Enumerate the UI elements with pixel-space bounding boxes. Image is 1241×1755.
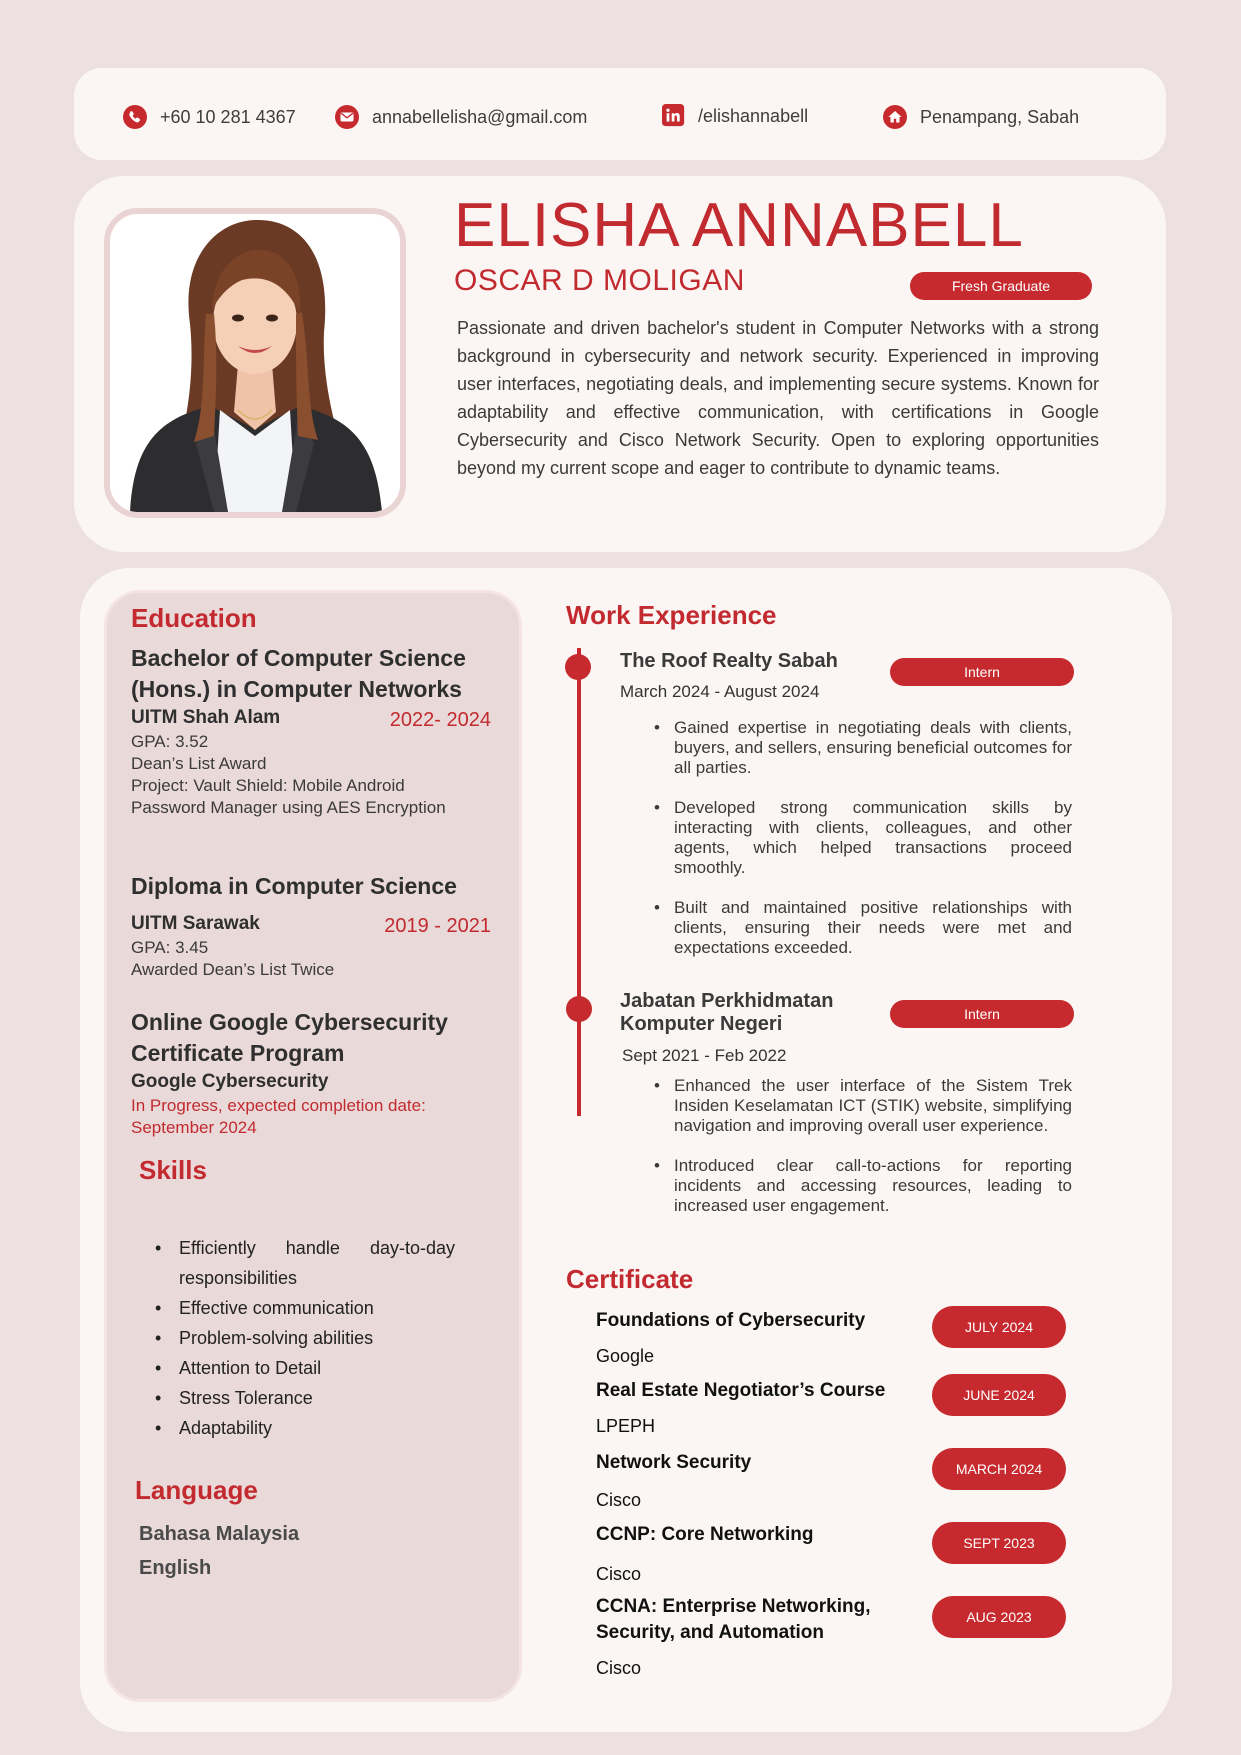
certificate-date: JULY 2024 — [932, 1306, 1066, 1348]
education-school: UITM Sarawak — [131, 913, 260, 934]
education-details: GPA: 3.45 Awarded Dean’s List Twice — [131, 938, 335, 979]
education-title: Education — [131, 603, 257, 633]
profile-card — [74, 176, 1166, 552]
education-school: Google Cybersecurity — [131, 1071, 329, 1092]
certificate-title: Certificate — [566, 1264, 694, 1294]
contact-phone[interactable] — [122, 104, 296, 130]
education-degree: Diploma in Computer Science — [131, 873, 457, 899]
timeline-line — [577, 648, 581, 1116]
certificate-name: Real Estate Negotiator’s Course — [596, 1380, 886, 1401]
education-degree: Online Google Cybersecurity Certificate Program — [131, 1009, 448, 1066]
list-item: • Adaptability — [155, 1413, 455, 1443]
linkedin-text: /elishannabell — [698, 105, 809, 126]
job-company: Jabatan Perkhidmatan Komputer Negeri — [620, 990, 834, 1035]
education-school: UITM Shah Alam — [131, 707, 281, 728]
skills-list — [155, 1233, 455, 1443]
language-title: Language — [135, 1475, 258, 1505]
role-badge: Intern — [890, 1000, 1074, 1028]
job-bullets — [652, 718, 1072, 978]
list-item: • Problem-solving abilities — [155, 1323, 455, 1353]
list-item: • Attention to Detail — [155, 1353, 455, 1383]
timeline-dot — [565, 654, 591, 680]
education-progress: In Progress, expected completion date: September 2024 — [131, 1096, 426, 1137]
portrait-illustration — [110, 214, 400, 512]
profile-photo — [104, 208, 406, 518]
work-title: Work Experience — [566, 600, 777, 630]
linkedin-icon — [662, 104, 686, 128]
certificate-name: CCNA: Enterprise Networking, Security, and Automation — [596, 1596, 871, 1643]
mail-icon — [334, 104, 360, 130]
status-badge: Fresh Graduate — [910, 272, 1092, 300]
phone-text: +60 10 281 4367 — [160, 106, 296, 127]
certificate-org: Google — [596, 1346, 655, 1366]
contact-bar — [74, 68, 1166, 160]
job-dates: March 2024 - August 2024 — [620, 682, 820, 701]
surname: OSCAR D MOLIGAN — [454, 264, 745, 297]
main-card — [80, 568, 1172, 1732]
certificate-date: JUNE 2024 — [932, 1374, 1066, 1416]
certificate-date: SEPT 2023 — [932, 1522, 1066, 1564]
certificate-date: MARCH 2024 — [932, 1448, 1066, 1490]
list-item: • Effective communication — [155, 1293, 455, 1323]
certificate-org: LPEPH — [596, 1416, 656, 1436]
contact-linkedin[interactable] — [662, 104, 808, 128]
list-item: • Developed strong communication skills by interacting with clients, colleagues, and other agents, which helped transactions proceed smoothly. — [652, 798, 1072, 878]
certificate-name: CCNP: Core Networking — [596, 1524, 814, 1545]
skills-title: Skills — [139, 1155, 207, 1185]
list-item: • Enhanced the user interface of the Sistem Trek Insiden Keselamatan ICT (STIK) website, simplifying navigation and improving overall user experience. — [652, 1076, 1072, 1136]
list-item: • Introduced clear call-to-actions for reporting incidents and accessing resources, leading to increased user engagement. — [652, 1156, 1072, 1216]
certificate-name: Foundations of Cybersecurity — [596, 1310, 866, 1331]
role-badge: Intern — [890, 658, 1074, 686]
full-name: ELISHA ANNABELL — [454, 191, 1024, 260]
list-item: • Gained expertise in negotiating deals with clients, buyers, and sellers, ensuring beneficial outcomes for all parties. — [652, 718, 1072, 778]
timeline-dot — [566, 996, 592, 1022]
profile-summary: Passionate and driven bachelor's student in Computer Networks with a strong background in cybersecurity and network security. Experienced in improving user interfaces, negotiating deals, and implementing secure systems. Known for adaptability and effective communication, with certifications in Google Cybersecurity and Cisco Network Security. Open to exploring opportunities beyond my current scope and eager to contribute to dynamic teams. — [457, 318, 1099, 478]
job-bullets — [652, 1076, 1072, 1236]
contact-location — [882, 104, 1079, 130]
left-panel — [104, 590, 522, 1702]
certificate-org: Cisco — [596, 1490, 642, 1510]
language-item: English — [139, 1557, 212, 1579]
education-degree: Bachelor of Computer Science (Hons.) in Computer Networks — [131, 645, 466, 702]
education-years: 2019 - 2021 — [384, 915, 491, 937]
certificate-date: AUG 2023 — [932, 1596, 1066, 1638]
language-item: Bahasa Malaysia — [139, 1523, 300, 1545]
education-details: GPA: 3.52 Dean’s List Award Project: Vault Shield: Mobile Android Password Manager using AES Encryption — [131, 732, 446, 817]
certificate-org: Cisco — [596, 1658, 642, 1678]
phone-icon — [122, 104, 148, 130]
list-item: • Stress Tolerance — [155, 1383, 455, 1413]
list-item: • Efficiently handle day-to-day responsibilities — [155, 1233, 455, 1293]
email-text: annabellelisha@gmail.com — [372, 106, 588, 127]
certificate-name: Network Security — [596, 1452, 752, 1473]
location-text: Penampang, Sabah — [920, 106, 1080, 127]
job-dates: Sept 2021 - Feb 2022 — [622, 1046, 787, 1065]
job-company: The Roof Realty Sabah — [620, 650, 838, 672]
contact-email[interactable] — [334, 104, 587, 130]
list-item: • Built and maintained positive relationships with clients, ensuring their needs were met and expectations exceeded. — [652, 898, 1072, 958]
home-icon — [882, 104, 908, 130]
certificate-org: Cisco — [596, 1564, 642, 1584]
education-years: 2022- 2024 — [389, 709, 491, 731]
